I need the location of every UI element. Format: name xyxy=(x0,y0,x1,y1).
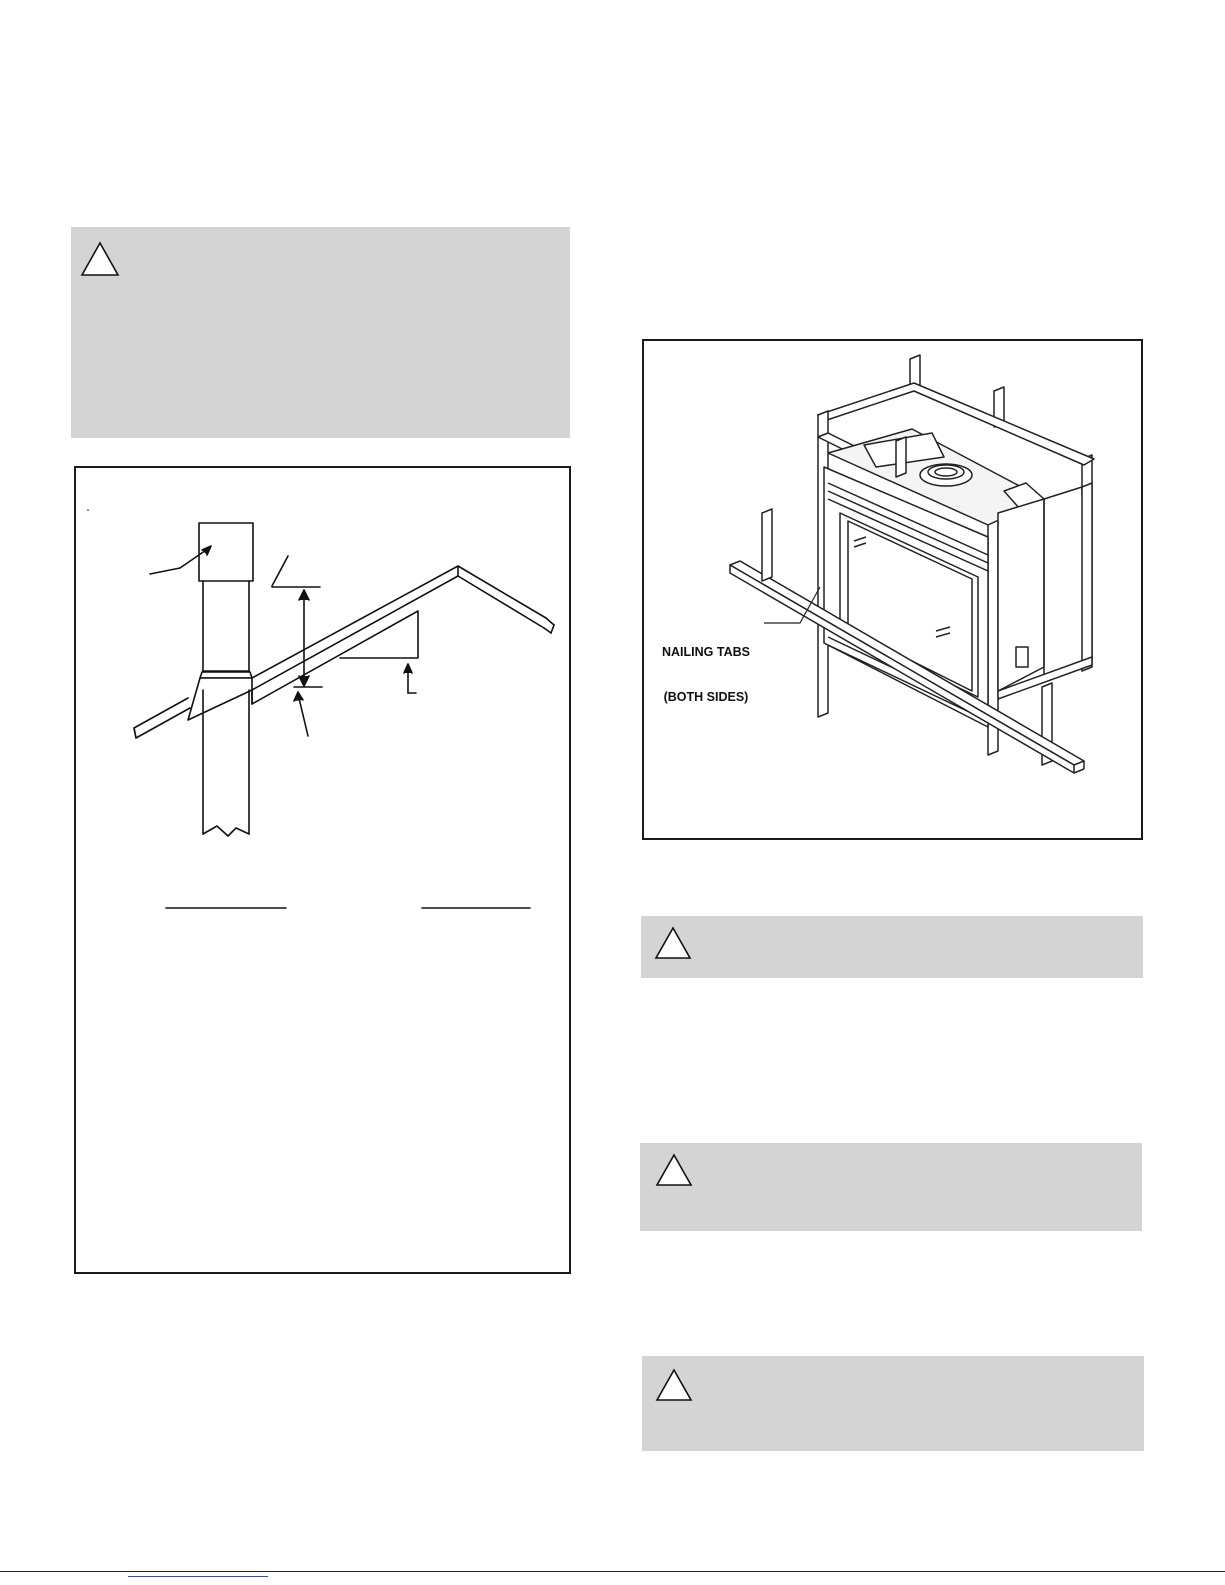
both-sides-text: (BOTH SIDES) xyxy=(663,690,749,704)
warning-panel-left xyxy=(71,227,570,438)
figure-vent-termination xyxy=(74,466,571,1274)
nailing-tabs-label xyxy=(662,615,750,735)
fireplace-framing-diagram xyxy=(644,341,1141,838)
vent-termination-diagram xyxy=(76,468,569,1272)
warning-triangle-icon xyxy=(654,926,692,960)
warning-panel-right-2 xyxy=(640,1143,1142,1231)
warning-triangle-icon xyxy=(655,1368,693,1402)
warning-triangle-icon xyxy=(655,1153,693,1187)
footer-rule xyxy=(0,1571,1225,1572)
warning-panel-right-3 xyxy=(642,1356,1144,1451)
figure-framing xyxy=(642,339,1143,840)
footer-link-underline[interactable] xyxy=(128,1576,268,1577)
warning-panel-right-1 xyxy=(641,916,1143,978)
warning-triangle-icon xyxy=(80,241,120,277)
nailing-tabs-text: NAILING TABS xyxy=(662,645,750,659)
